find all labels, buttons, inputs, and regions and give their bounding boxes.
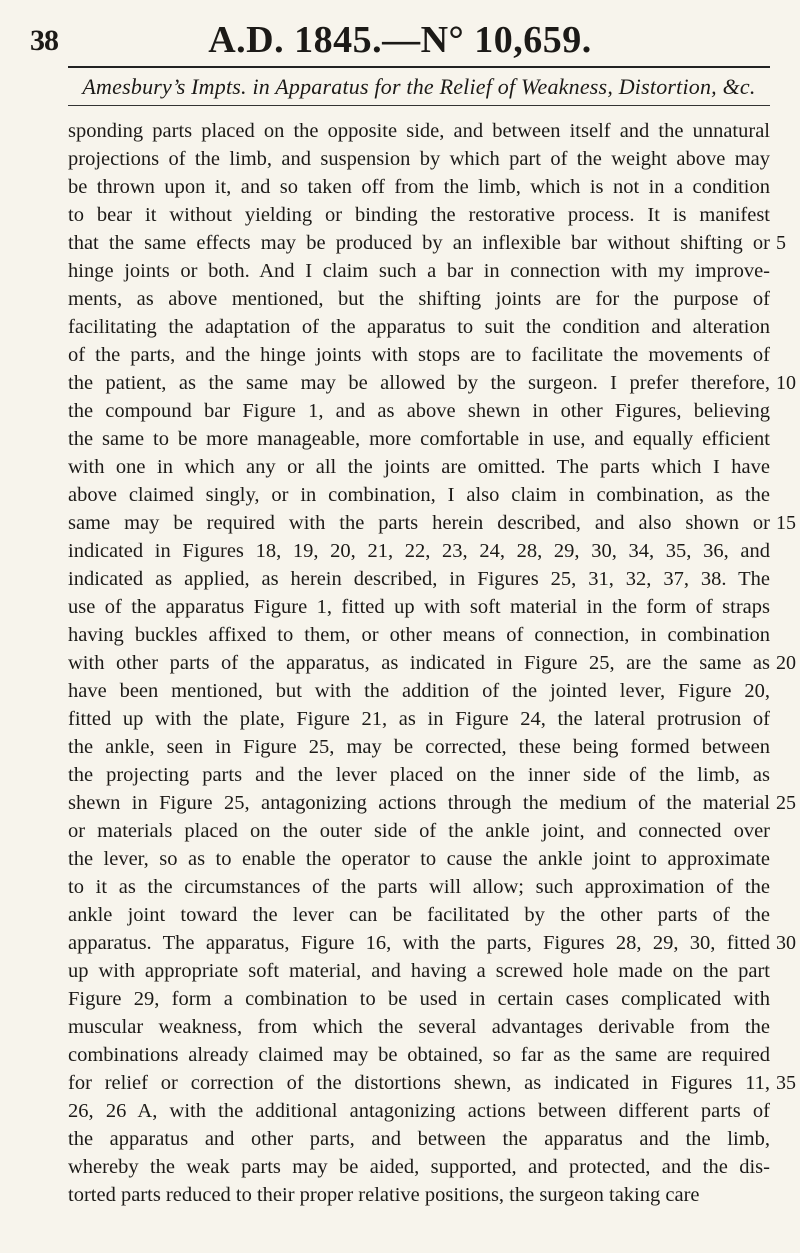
text-line: ments, as above mentioned, but the shifting joints are for the purpose of bbox=[68, 288, 770, 310]
text-line: the lever, so as to enable the operator to cause the ankle joint to approximate bbox=[68, 848, 770, 870]
text-line: Figure 29, form a combination to be used in certain cases complicated with bbox=[68, 988, 770, 1010]
page-title: A.D. 1845.—N° 10,659. bbox=[208, 19, 592, 61]
text-line: use of the apparatus Figure 1, fitted up with soft material in the form of straps bbox=[68, 596, 770, 618]
text-line: whereby the weak parts may be aided, supported, and protected, and the dis- bbox=[68, 1156, 770, 1178]
text-line: hinge joints or both. And I claim such a bar in connection with my improve- bbox=[68, 260, 770, 282]
text-line: that the same effects may be produced by an inflexible bar without shifting or bbox=[68, 232, 770, 254]
text-line: sponding parts placed on the opposite side, and between itself and the unnatural bbox=[68, 120, 770, 142]
line-number: 10 bbox=[776, 372, 796, 394]
line-number: 5 bbox=[776, 232, 786, 254]
line-number: 25 bbox=[776, 792, 796, 814]
text-line: of the parts, and the hinge joints with stops are to facilitate the movements of bbox=[68, 344, 770, 366]
text-line: the compound bar Figure 1, and as above shewn in other Figures, believing bbox=[68, 400, 770, 422]
text-line: the projecting parts and the lever placed on the inner side of the limb, as bbox=[68, 764, 770, 786]
text-line: or materials placed on the outer side of the ankle joint, and connected over bbox=[68, 820, 770, 842]
text-line: indicated in Figures 18, 19, 20, 21, 22, 23, 24, 28, 29, 30, 34, 35, 36, and bbox=[68, 540, 770, 562]
text-line: projections of the limb, and suspension by which part of the weight above may bbox=[68, 148, 770, 170]
text-line: apparatus. The apparatus, Figure 16, with the parts, Figures 28, 29, 30, fitted bbox=[68, 932, 770, 954]
text-line: the apparatus and other parts, and between the apparatus and the limb, bbox=[68, 1128, 770, 1150]
line-number: 30 bbox=[776, 932, 796, 954]
line-number: 35 bbox=[776, 1072, 796, 1094]
text-line: torted parts reduced to their proper relative positions, the surgeon taking care bbox=[68, 1184, 700, 1206]
text-line: be thrown upon it, and so taken off from the limb, which is not in a condition bbox=[68, 176, 770, 198]
text-line: having buckles affixed to them, or other means of connection, in combination bbox=[68, 624, 770, 646]
page-number: 38 bbox=[30, 24, 58, 57]
text-line: to it as the circumstances of the parts will allow; such approximation of the bbox=[68, 876, 770, 898]
text-line: for relief or correction of the distortions shewn, as indicated in Figures 11, bbox=[68, 1072, 770, 1094]
running-subtitle: Amesbury’s Impts. in Apparatus for the Relief of Weakness, Distortion, &c. bbox=[82, 74, 756, 99]
text-line: to bear it without yielding or binding the restorative process. It is manifest bbox=[68, 204, 770, 226]
text-line: with one in which any or all the joints are omitted. The parts which I have bbox=[68, 456, 770, 478]
subtitle-rule bbox=[68, 105, 770, 106]
text-line: the same to be more manageable, more comfortable in use, and equally efficient bbox=[68, 428, 770, 450]
text-line: indicated as applied, as herein described, in Figures 25, 31, 32, 37, 38. The bbox=[68, 568, 770, 590]
text-line: the patient, as the same may be allowed by the surgeon. I prefer therefore, bbox=[68, 372, 770, 394]
line-number: 20 bbox=[776, 652, 796, 674]
text-line: with other parts of the apparatus, as indicated in Figure 25, are the same as bbox=[68, 652, 770, 674]
text-line: muscular weakness, from which the several advantages derivable from the bbox=[68, 1016, 770, 1038]
text-line: shewn in Figure 25, antagonizing actions through the medium of the material bbox=[68, 792, 770, 814]
text-line: fitted up with the plate, Figure 21, as in Figure 24, the lateral protrusion of bbox=[68, 708, 770, 730]
text-line: facilitating the adaptation of the apparatus to suit the condition and alteration bbox=[68, 316, 770, 338]
line-number: 15 bbox=[776, 512, 796, 534]
header-rule bbox=[68, 66, 770, 68]
text-line: same may be required with the parts herein described, and also shown or bbox=[68, 512, 770, 534]
text-line: up with appropriate soft material, and having a screwed hole made on the part bbox=[68, 960, 770, 982]
text-line: 26, 26 A, with the additional antagonizing actions between different parts of bbox=[68, 1100, 770, 1122]
text-line: above claimed singly, or in combination, I also claim in combination, as the bbox=[68, 484, 770, 506]
text-line: have been mentioned, but with the addition of the jointed lever, Figure 20, bbox=[68, 680, 770, 702]
text-line: combinations already claimed may be obtained, so far as the same are required bbox=[68, 1044, 770, 1066]
text-line: ankle joint toward the lever can be facilitated by the other parts of the bbox=[68, 904, 770, 926]
text-line: the ankle, seen in Figure 25, may be corrected, these being formed between bbox=[68, 736, 770, 758]
